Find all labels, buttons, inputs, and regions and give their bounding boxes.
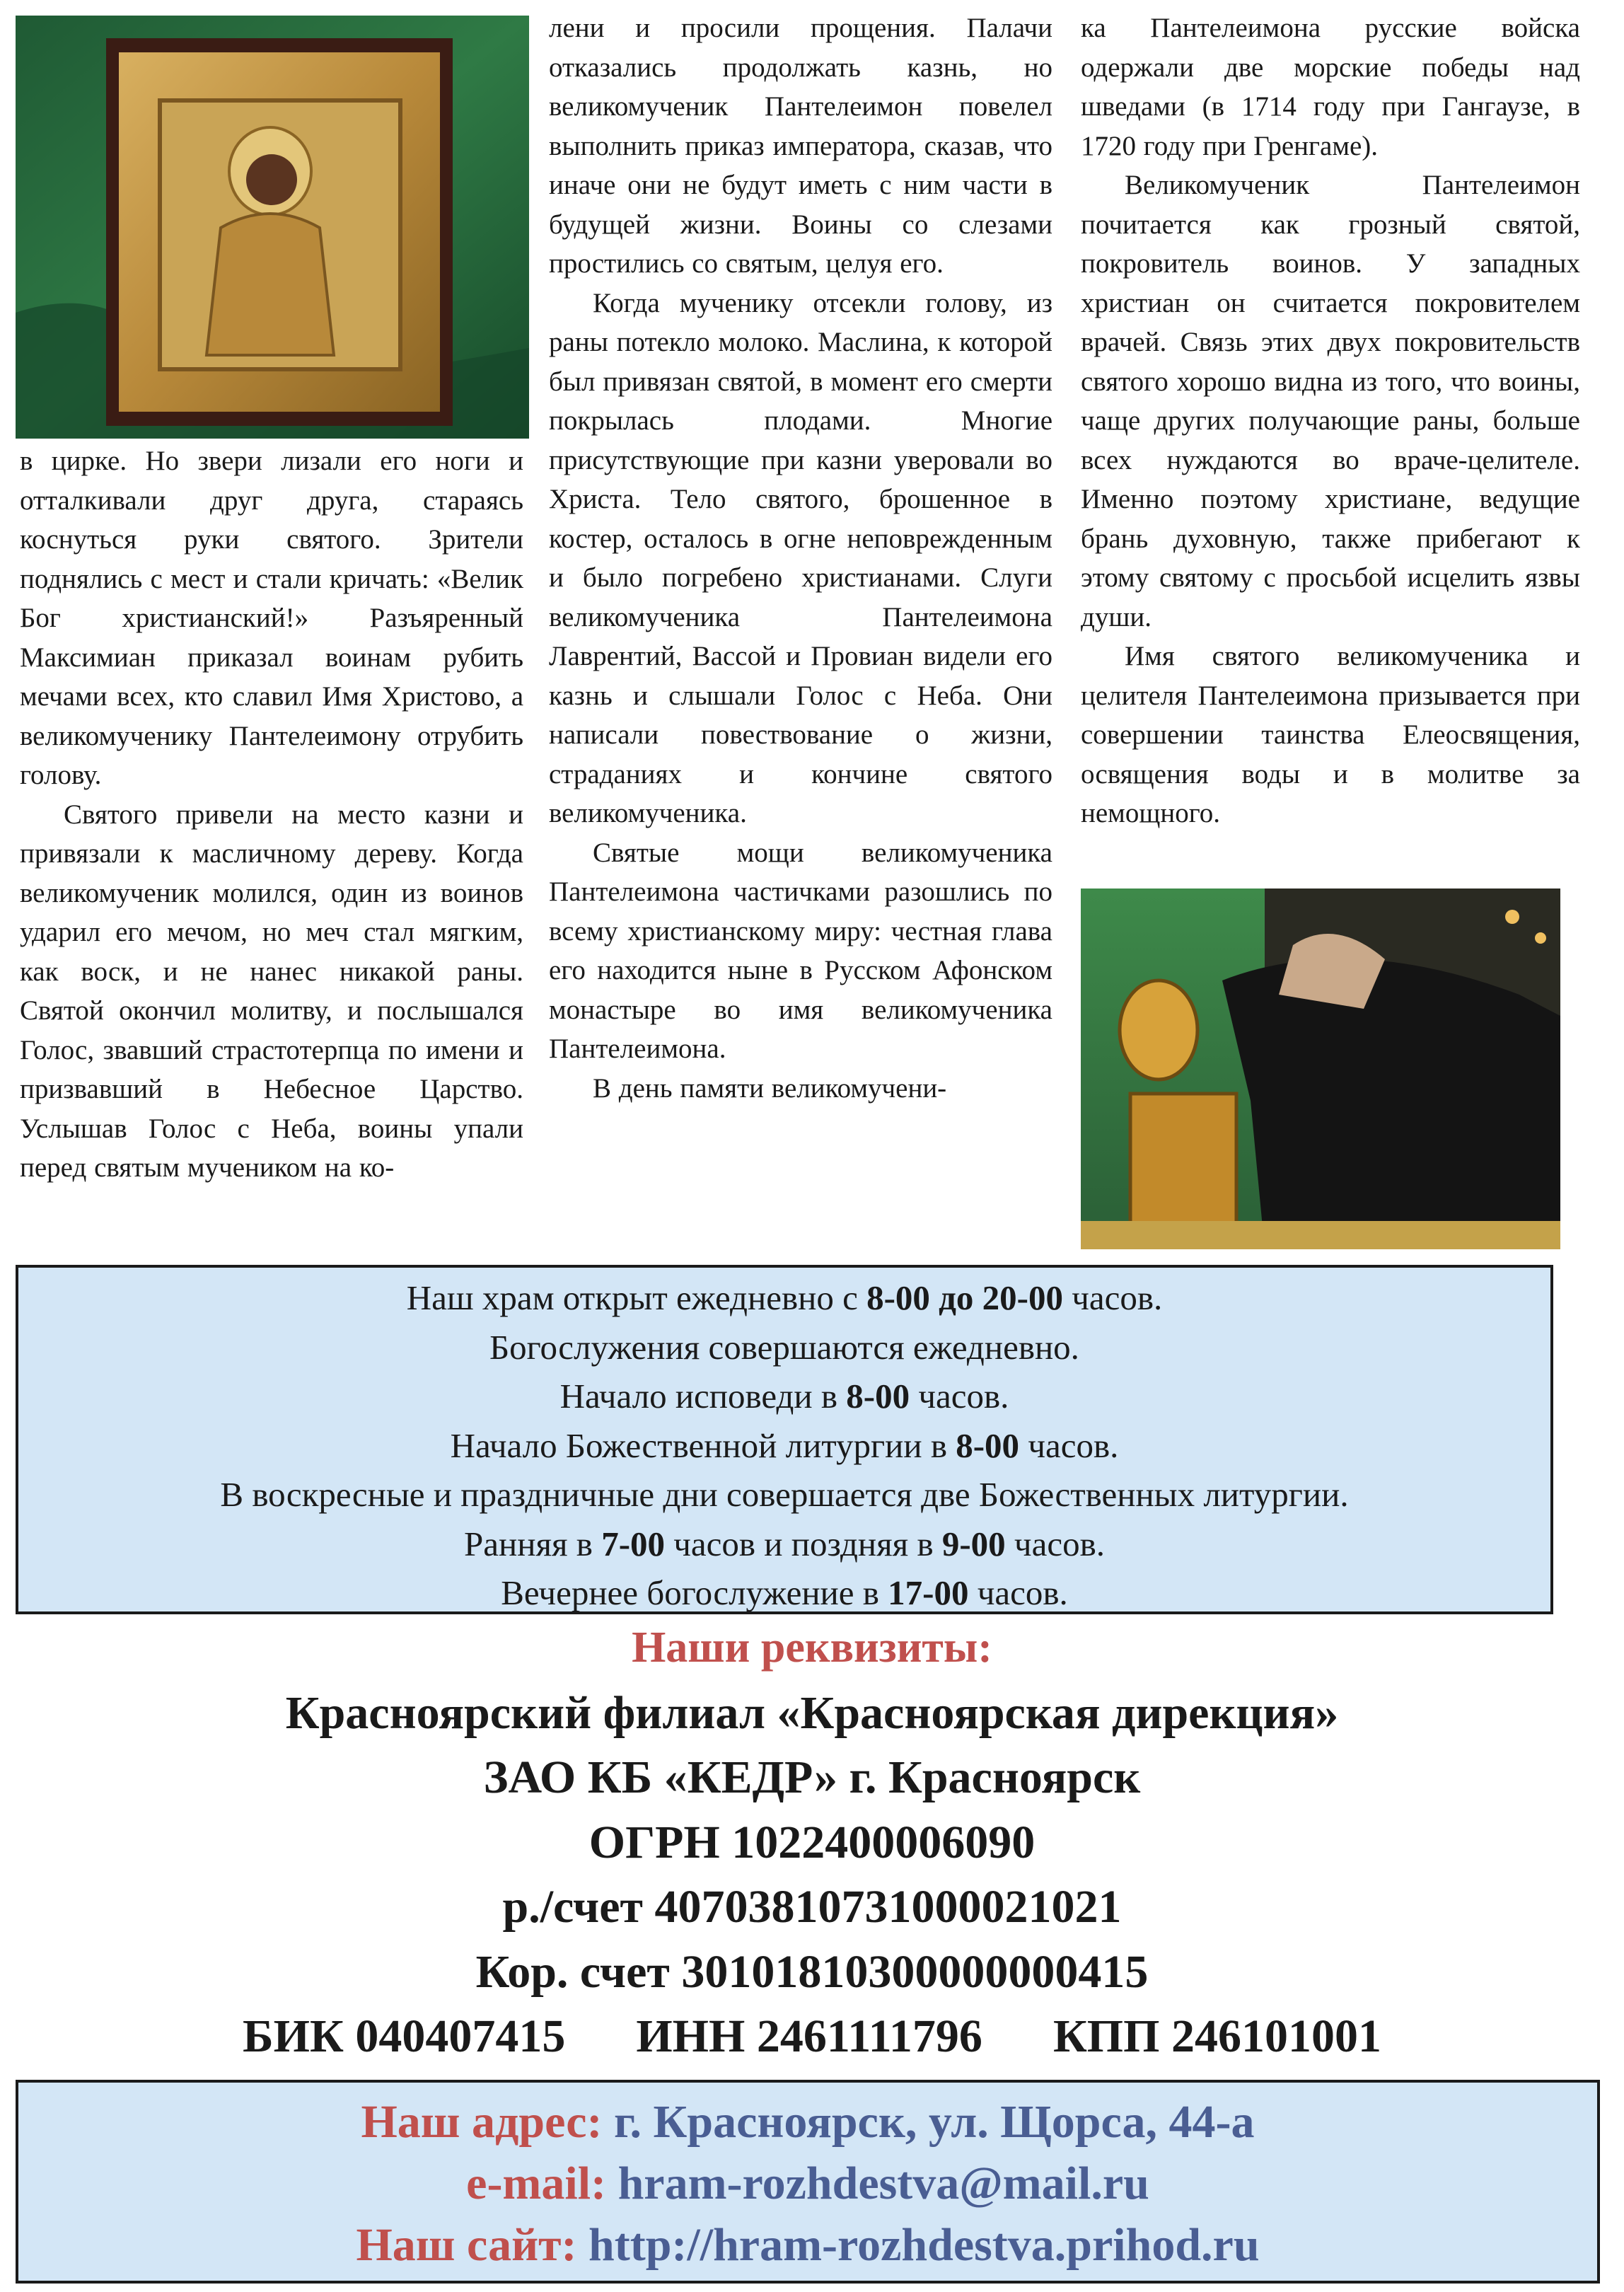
paragraph: Когда мученику отсекли голову, из раны потекло молоко. Маслина, к которой был привязан святой, в момент его смерти покрылась плодами. Многие присутствующие при казни уверовали во Христа. Тело святого, брошенное в костер, осталось в огне неповрежденным и было погребено христианами. Слуги великомученика Пантелеимона Лаврентий, Вассой и Провиан видели его казнь и слышали Голос с Неба. Они написали повествование о жизни, страданиях и кончине святого великомученика. [549, 287, 1052, 828]
text-column-1 [20, 441, 523, 1188]
contact-box [16, 2080, 1600, 2284]
bank-name: Красноярский филиал «Красноярская дирекция» [285, 1686, 1339, 1739]
schedule-line: В воскресные и праздничные дни совершается две Божественных литургии. [220, 1475, 1349, 1514]
paragraph: лени и просили прощения. Палачи отказались продолжать казнь, но великомученик Пантелеимон повелел выполнить приказ императора, сказав, что иначе они не будут иметь с ним части в будущей жизни. Воины со слезами простились со святым, целуя его. [549, 13, 1052, 279]
icon-photo [16, 16, 529, 439]
address-line: Наш адрес: г. Красноярск, ул. Щорса, 44-а [361, 2096, 1255, 2148]
paragraph: В день памяти великомучени- [593, 1072, 947, 1104]
bik: БИК 040407415 [243, 2010, 566, 2062]
kpp: КПП 246101001 [1052, 2010, 1381, 2062]
text-column-2 [549, 8, 1052, 1108]
ogrn: ОГРН 1022400006090 [588, 1816, 1036, 1868]
bank-branch: ЗАО КБ «КЕДР» г. Красноярск [483, 1752, 1141, 1803]
corr-account: Кор. счет 30101810300000000415 [475, 1945, 1149, 1998]
inn: ИНН 2461111796 [636, 2010, 982, 2062]
schedule-line: Богослужения совершаются ежедневно. [489, 1327, 1079, 1367]
paragraph: Святые мощи великомученика Пантелеимона частичками разошлись по всему христианскому миру: честная глава его находится ныне в Русском Афонском монастыре во имя великомученика Пантелеимона. [549, 837, 1052, 1064]
site-line: Наш сайт: http://hram-rozhdestva.prihod.ru [356, 2219, 1260, 2271]
address-value: г. Красноярск, ул. Щорса, 44-а [613, 2096, 1255, 2148]
requisites-block [0, 1616, 1624, 2069]
paragraph: ка Пантелеимона русские войска одержали две морские победы над шведами (в 1714 году при Гангаузе, в 1720 году при Гренгаме). [1081, 13, 1580, 161]
site-link[interactable]: http://hram-rozhdestva.prihod.ru [588, 2219, 1260, 2271]
paragraph: Великомученик Пантелеимон почитается как грозный святой, покровитель воинов. У западных христиан он считается покровителем врачей. Связь этих двух покровительств святого хорошо видна из того, что воины, чаще других получающие раны, больше всех нуждаются во враче-целителе. Именно поэтому христиане, ведущие брань духовную, также прибегают к этому святому с просьбой исцелить язвы души. [1081, 170, 1580, 632]
bank-codes-row [0, 2004, 1624, 2069]
schedule-line: Наш храм открыт ежедневно с 8-00 до 20-00 часов. [406, 1278, 1163, 1317]
account-number: р./счет 40703810731000021021 [502, 1881, 1122, 1933]
paragraph: Святого привели на место казни и привязали к масличному дереву. Когда великомученик молился, один из воинов ударил его мечом, но меч стал мягким, как воск, и не нанес никакой раны. Святой окончил молитву, и послышался Голос, звавший страстотерпца по имени и призвавший в Небесное Царство. Услышав Голос с Неба, воины упали перед святым мучеником на ко- [20, 799, 523, 1183]
schedule-line: Вечернее богослужение в 17-00 часов. [501, 1573, 1068, 1612]
schedule-line: Начало Божественной литургии в 8-00 часов. [450, 1425, 1119, 1465]
schedule-line: Ранняя в 7-00 часов и поздняя в 9-00 часов. [464, 1524, 1105, 1563]
relic-photo [1081, 889, 1560, 1249]
paragraph: в цирке. Но звери лизали его ноги и отталкивали друг друга, стараясь коснуться руки святого. Зрители поднялись с мест и стали кричать: «Велик Бог христианский!» Разъяренный Максимиан приказал воинам рубить мечами всех, кто славил Имя Христово, а великомученику Пантелеимону отрубить голову. [20, 446, 523, 790]
paragraph: Имя святого великомученика и целителя Пантелеимона призывается при совершении таинства Елеосвящения, освящения воды и в молитве за немощного. [1081, 641, 1580, 828]
text-column-3 [1081, 8, 1580, 833]
requisites-title: Наши реквизиты: [632, 1624, 992, 1672]
schedule-box [16, 1265, 1553, 1614]
schedule-line: Начало исповеди в 8-00 часов. [559, 1377, 1009, 1416]
email-link[interactable]: hram-rozhdestva@mail.ru [617, 2158, 1149, 2209]
email-line: e-mail: hram-rozhdestva@mail.ru [466, 2158, 1149, 2209]
